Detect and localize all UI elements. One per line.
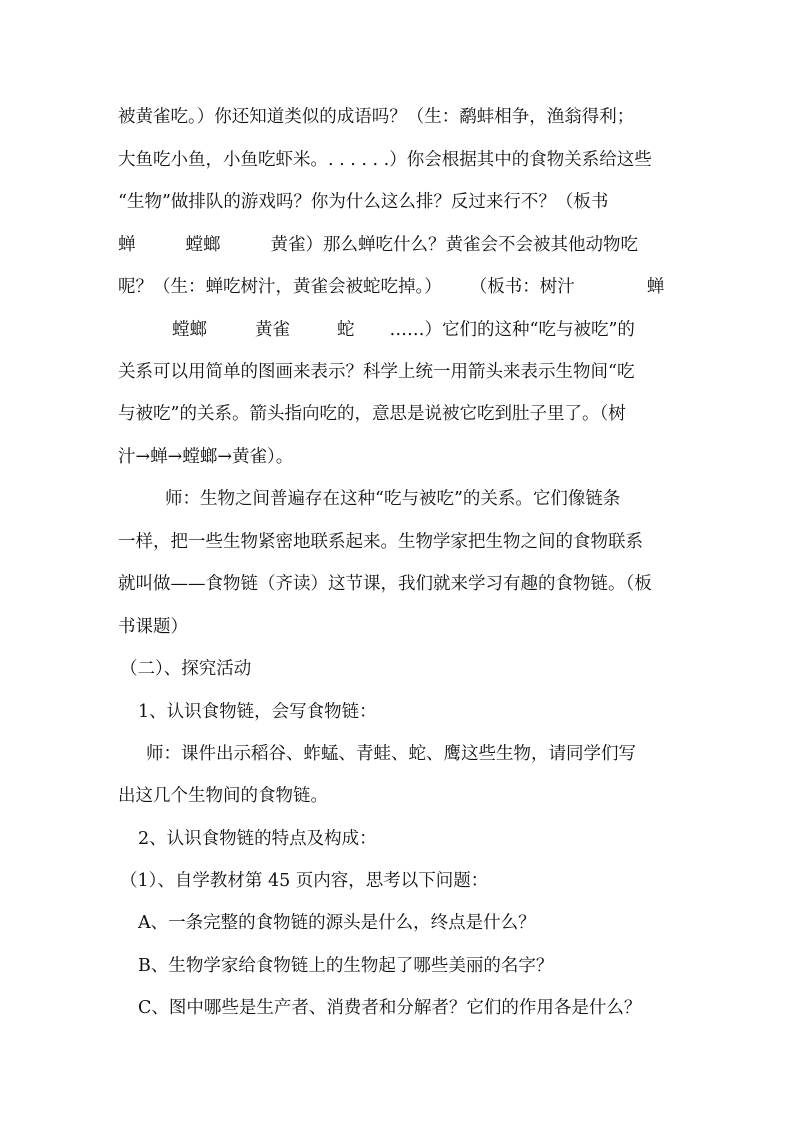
text-run: 被黄雀吃。）你还知道类似的成语吗？（生：鹬蚌相争，渔翁得利；: [118, 107, 635, 127]
text-line: [118, 402, 626, 426]
text-line: [165, 487, 620, 511]
text-run: 蝉: [646, 277, 665, 297]
text-run: 蛇: [337, 320, 355, 340]
text-run: 螳螂: [185, 235, 221, 255]
text-run: 就叫做——食物链（齐读）这节课，我们就来学习有趣的食物链。（板: [118, 574, 652, 594]
text-line: [118, 275, 664, 299]
text-line: [118, 360, 634, 384]
text-run: ……）它们的这种“吃与被吃”的: [389, 320, 635, 340]
text-run: 1、认识食物链，会写食物链：: [138, 702, 377, 722]
text-line: [118, 105, 634, 129]
text-run: 师：生物之间普遍存在这种“吃与被吃”的关系。它们像链条: [165, 489, 621, 509]
text-line: [118, 530, 643, 554]
text-run: 黄雀）那么蝉吃什么？黄雀会不会被其他动物吃: [270, 235, 638, 255]
text-run: B、生物学家给食物链上的生物起了哪些美丽的名字？: [138, 956, 554, 976]
question-item: [138, 911, 536, 935]
text-run: 呢？（生：蝉吃树汁，黄雀会被蛇吃掉。）: [118, 277, 442, 297]
text-line: [118, 233, 638, 257]
text-line: [172, 318, 635, 342]
text-run: 一样，把一些生物紧密地联系起来。生物学家把生物之间的食物联系: [118, 532, 643, 552]
text-run: 蝉: [118, 235, 136, 255]
text-line: [118, 572, 652, 596]
text-run: 与被吃”的关系。箭头指向吃的，意思是说被它吃到肚子里了。（树: [118, 404, 626, 424]
text-line: [118, 190, 608, 214]
text-run: C、图中哪些是生产者、消费者和分解者？它们的作用各是什么？: [138, 998, 642, 1018]
text-run: 师：课件出示稻谷、蚱蜢、青蛙、蛇、鹰这些生物，请同学们写: [146, 744, 636, 764]
text-run: 汁→蝉→螳螂→黄雀）。: [118, 447, 294, 467]
text-line: [118, 784, 328, 808]
text-run: （二）、探究活动: [120, 659, 252, 679]
text-line: [146, 742, 636, 766]
text-line: [118, 445, 293, 469]
text-line: [118, 615, 188, 639]
text-run: 大鱼吃小鱼，小鱼吃虾米。. . . . . .）你会根据其中的食物关系给这些: [118, 150, 652, 170]
text-run: （板书：树汁: [469, 277, 575, 297]
text-run: “生物”做排队的游戏吗？你为什么这么排？反过来行不？（板书: [118, 192, 609, 212]
question-item: [138, 996, 641, 1020]
text-run: （1）、自学教材第 45 页内容，思考以下问题：: [120, 871, 489, 891]
text-run: 书课题）: [118, 617, 188, 637]
subheading: [138, 700, 377, 724]
subheading: [138, 827, 377, 851]
text-run: 螳螂: [172, 320, 207, 340]
text-run: 黄雀: [255, 320, 290, 340]
text-run: 关系可以用简单的图画来表示？科学上统一用箭头来表示生物间“吃: [118, 362, 635, 382]
section-heading: [120, 657, 251, 681]
text-line: [118, 148, 652, 172]
text-line: [120, 869, 488, 893]
text-run: A、一条完整的食物链的源头是什么，终点是什么？: [138, 913, 536, 933]
question-item: [138, 954, 553, 978]
text-run: 2、认识食物链的特点及构成：: [138, 829, 377, 849]
text-run: 出这几个生物间的食物链。: [118, 786, 328, 806]
